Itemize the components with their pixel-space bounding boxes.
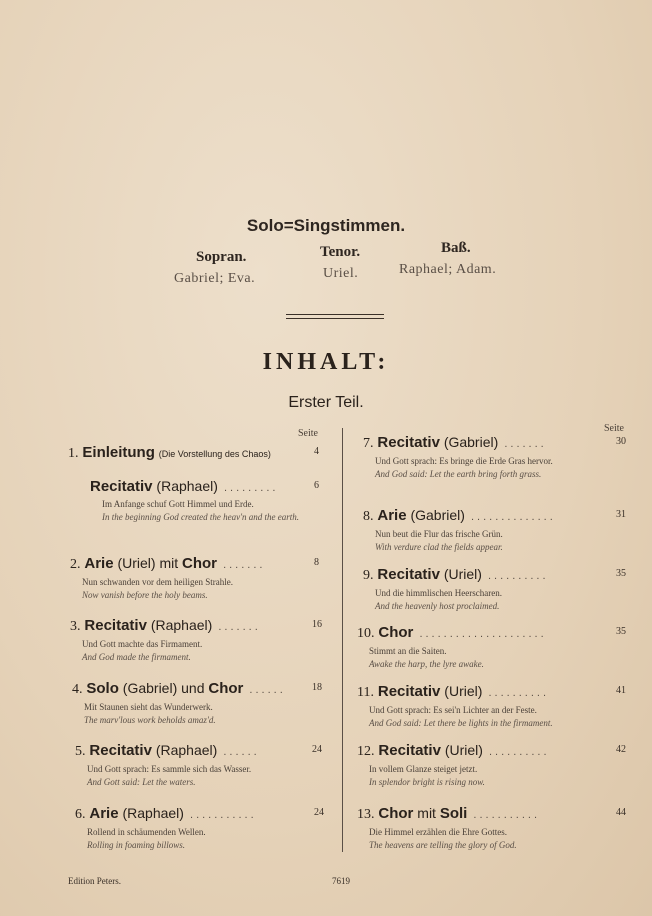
contents-entry [70, 555, 319, 602]
entry-heading [75, 742, 322, 760]
entry-heading [72, 680, 322, 698]
entry-number: 8. [363, 509, 374, 524]
part-title: Erster Teil. [288, 394, 364, 411]
entry-page: 30 [616, 436, 626, 447]
entry-english-text: And God said: Let there be lights in the firmament. [369, 718, 553, 728]
contents-title: INHALT: [262, 349, 390, 375]
entry-movement-2: Chor [182, 555, 218, 572]
entry-number: 4. [72, 682, 83, 697]
solo-voices-title: Solo=Singstimmen. [246, 216, 406, 235]
entry-voice: (Uriel) [443, 566, 482, 582]
voice-bass: Baß. [441, 240, 471, 256]
entry-page: 8 [314, 557, 319, 568]
leader-dots: ....... [498, 438, 547, 450]
entry-number: 6. [75, 807, 86, 822]
entry-number: 5. [75, 744, 86, 759]
entry-movement: Arie [84, 555, 114, 572]
plate-number: 7619 [332, 876, 350, 886]
contents-entry [357, 742, 632, 789]
entry-heading [363, 434, 632, 452]
leader-dots: ........... [183, 809, 257, 821]
entry-number: 13. [357, 807, 375, 822]
entry-movement: Arie [377, 507, 407, 524]
voice-tenor: Tenor. [320, 244, 361, 260]
entry-heading [75, 805, 324, 823]
contents-entry [68, 444, 319, 465]
leader-dots: .............. [464, 511, 556, 523]
entry-heading [90, 478, 319, 495]
entry-heading [357, 683, 632, 701]
entry-number: 1. [68, 446, 79, 461]
entry-movement-2: Soli [439, 805, 468, 822]
entry-page: 35 [616, 568, 626, 579]
entry-german-text: Stimmt an die Saiten. [369, 646, 447, 656]
entry-page: 4 [314, 446, 319, 457]
page-label-left: Seite [298, 428, 318, 439]
leader-dots: ...... [217, 746, 260, 758]
roles-sopran: Gabriel; Eva. [174, 271, 256, 286]
entry-movement: Arie [89, 805, 119, 822]
entry-voice: mit [417, 805, 436, 821]
contents-entry [72, 680, 322, 727]
contents-entry [357, 683, 632, 730]
entry-german-text: Die Himmel erzählen die Ehre Gottes. [369, 827, 507, 837]
entry-english-text: With verdure clad the fields appear. [375, 542, 503, 552]
entry-movement: Recitativ [377, 683, 441, 700]
entry-movement: Chor [378, 624, 414, 641]
entry-movement: Chor [378, 805, 414, 822]
entry-german-text: Und Gott sprach: Es sammle sich das Wasser. [87, 764, 252, 774]
contents-entry [90, 478, 319, 524]
entry-heading [357, 624, 632, 642]
entry-german-text: Rollend in schäumenden Wellen. [87, 827, 206, 837]
entry-heading [363, 566, 632, 584]
roles-tenor: Uriel. [323, 266, 359, 281]
entry-english-text: And Gott said: Let the waters. [87, 777, 196, 787]
entry-movement: Recitativ [377, 566, 440, 583]
entry-voice: (Raphael) [156, 478, 218, 494]
entry-movement: Einleitung [82, 444, 155, 461]
entry-heading [357, 742, 632, 760]
contents-entry [75, 805, 324, 852]
entry-english-text: And the heavenly host proclaimed. [375, 601, 500, 611]
entry-english-text: In splendor bright is rising now. [369, 777, 485, 787]
contents-entry [357, 624, 632, 671]
entry-number: 9. [363, 568, 374, 583]
leader-dots: .......... [482, 687, 550, 699]
leader-dots: .......... [482, 746, 550, 758]
entry-page: 16 [312, 619, 322, 630]
entry-number: 3. [70, 619, 81, 634]
entry-page: 6 [314, 480, 319, 491]
entry-voice: (Raphael) [155, 742, 218, 758]
entry-page: 41 [616, 685, 626, 696]
entry-voice: (Raphael) [150, 617, 213, 633]
entry-voice: (Uriel) [444, 683, 483, 699]
entry-german-text: Nun beut die Flur das frische Grün. [375, 529, 503, 539]
entry-movement: Solo [86, 680, 119, 697]
entry-movement: Recitativ [378, 742, 441, 759]
entry-german-text: Im Anfange schuf Gott Himmel und Erde. [102, 499, 254, 509]
entry-movement-2: Chor [208, 680, 244, 697]
entry-german-text: Und Gott machte das Firmament. [82, 639, 203, 649]
entry-english-text: Rolling in foaming billows. [87, 840, 186, 850]
contents-entry [363, 434, 632, 481]
entry-movement: Recitativ [377, 434, 440, 451]
entry-english-text: Awake the harp, the lyre awake. [369, 659, 484, 669]
entry-page: 35 [616, 626, 626, 637]
leader-dots: ...... [243, 684, 286, 696]
leader-dots: ......... [217, 482, 279, 494]
contents-entry [70, 617, 322, 664]
entry-english-text: The heavens are telling the glory of God. [369, 840, 517, 850]
entry-english-text: And God made the firmament. [82, 652, 191, 662]
entry-german-text: Und die himmlischen Heerscharen. [375, 588, 502, 598]
entry-german-text: Und Gott sprach: Es bringe die Erde Gras hervor. [375, 456, 553, 466]
entry-voice: (Gabriel) und [122, 680, 205, 696]
contents-entry [75, 742, 322, 789]
entry-german-text: Und Gott sprach: Es sei'n Lichter an der Feste. [369, 705, 537, 715]
entry-heading [70, 617, 322, 635]
entry-voice: (Gabriel) [443, 434, 499, 450]
entry-movement: Recitativ [90, 478, 153, 495]
entry-german-text: Mit Staunen sieht das Wunderwerk. [84, 702, 213, 712]
entry-number: 7. [363, 436, 374, 451]
entry-heading [68, 444, 319, 462]
entry-number: 12. [357, 744, 375, 759]
entry-english-text: Now vanish before the holy beams. [82, 590, 208, 600]
publisher: Edition Peters. [68, 876, 121, 886]
entry-number: 2. [70, 557, 81, 572]
entry-voice: (Raphael) [122, 805, 184, 821]
entry-page: 24 [314, 807, 324, 818]
entry-number: 11. [357, 685, 374, 700]
entry-voice: (Gabriel) [410, 507, 465, 523]
divider-rule-top [286, 314, 384, 315]
contents-entry [357, 805, 632, 852]
divider-rule-bottom [286, 318, 384, 319]
page-label-right: Seite [604, 423, 624, 434]
leader-dots: ....... [212, 621, 261, 633]
entry-extra: (Die Vorstellung des Chaos) [158, 449, 271, 459]
leader-dots: ..................... [413, 628, 547, 640]
contents-entry [363, 566, 632, 613]
entry-page: 24 [312, 744, 322, 755]
entry-english-text: And God said: Let the earth bring forth grass. [375, 469, 542, 479]
entry-number: 10. [357, 626, 375, 641]
entry-page: 31 [616, 509, 626, 520]
entry-voice: (Uriel) [444, 742, 483, 758]
entry-heading [357, 805, 632, 823]
voice-sopran: Sopran. [196, 249, 247, 265]
column-divider [342, 428, 343, 852]
entry-page: 18 [312, 682, 322, 693]
entry-heading [363, 507, 632, 525]
entry-movement: Recitativ [89, 742, 152, 759]
entry-heading [70, 555, 319, 573]
leader-dots: ........... [467, 809, 541, 821]
entry-movement: Recitativ [84, 617, 147, 634]
entry-english-text: In the beginning God created the heav'n and the earth. [102, 512, 300, 522]
leader-dots: .......... [481, 570, 549, 582]
roles-bass: Raphael; Adam. [399, 262, 497, 277]
leader-dots: ....... [217, 559, 266, 571]
entry-german-text: In vollem Glanze steiget jetzt. [369, 764, 478, 774]
entry-english-text: The marv'lous work beholds amaz'd. [84, 715, 216, 725]
contents-entry [363, 507, 632, 554]
entry-voice: (Uriel) mit [117, 555, 179, 571]
entry-page: 44 [616, 807, 626, 818]
entry-page: 42 [616, 744, 626, 755]
entry-german-text: Nun schwanden vor dem heiligen Strahle. [82, 577, 233, 587]
